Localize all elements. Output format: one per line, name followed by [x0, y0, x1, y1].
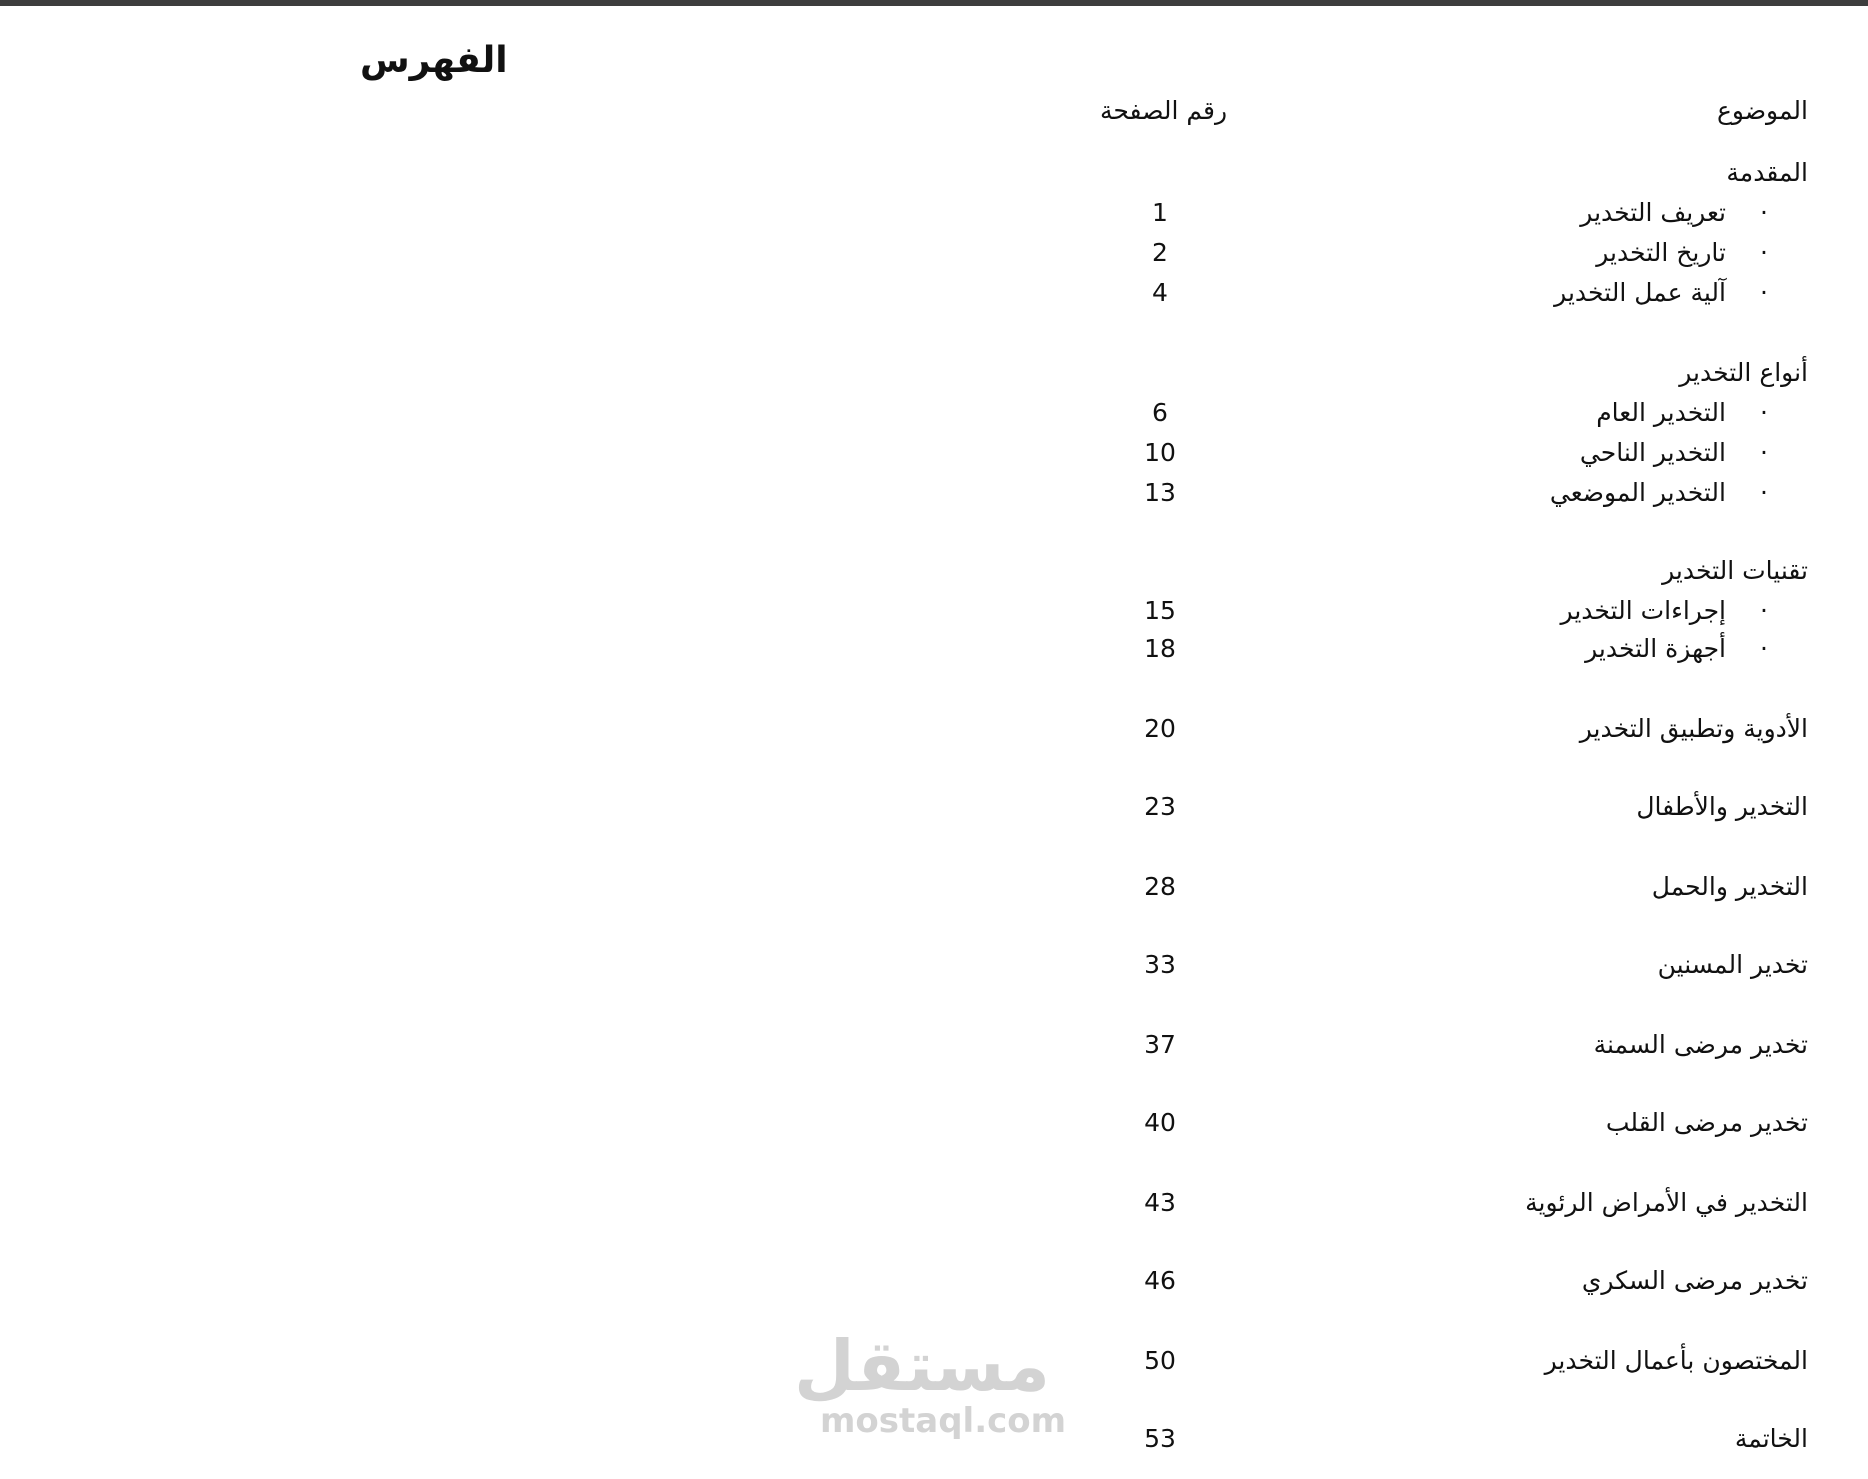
- toc-section-row: [0, 556, 1868, 596]
- toc-entry-row: [0, 1266, 1868, 1306]
- toc-entry-label: تخدير المسنين: [1657, 950, 1808, 979]
- toc-entry-label: إجراءات التخدير: [1560, 596, 1726, 625]
- bullet-icon: ·: [1760, 398, 1768, 427]
- toc-entry-page: 4: [1152, 278, 1168, 307]
- toc-subentry-row: [0, 238, 1868, 278]
- watermark-arabic-text: مستقل: [793, 1325, 1050, 1407]
- toc-subentry-row: [0, 398, 1868, 438]
- toc-entry-label: التخدير العام: [1596, 398, 1726, 427]
- toc-entry-row: [0, 1188, 1868, 1228]
- toc-entry-label: أجهزة التخدير: [1585, 634, 1726, 663]
- toc-entry-page: 50: [1144, 1346, 1176, 1375]
- toc-entry-row: [0, 714, 1868, 754]
- toc-entry-page: 37: [1144, 1030, 1176, 1059]
- toc-entry-label: التخدير والأطفال: [1636, 792, 1808, 821]
- toc-entry-page: 13: [1144, 478, 1176, 507]
- toc-entry-page: 6: [1152, 398, 1168, 427]
- toc-entry-label: التخدير والحمل: [1651, 872, 1808, 901]
- toc-entry-label: تعريف التخدير: [1580, 198, 1726, 227]
- toc-entry-label: تخدير مرضى السمنة: [1593, 1030, 1808, 1059]
- bullet-icon: ·: [1760, 198, 1768, 227]
- toc-entry-label: الخاتمة: [1734, 1424, 1808, 1453]
- bullet-icon: ·: [1760, 438, 1768, 467]
- toc-entry-label: التخدير في الأمراض الرئوية: [1525, 1188, 1808, 1217]
- toc-entry-label: المقدمة: [1726, 158, 1808, 187]
- toc-entry-page: 2: [1152, 238, 1168, 267]
- toc-entry-page: 53: [1144, 1424, 1176, 1453]
- toc-entry-label: آلية عمل التخدير: [1554, 278, 1726, 307]
- watermark-logo: [793, 1325, 1067, 1441]
- toc-entry-page: 28: [1144, 872, 1176, 901]
- toc-subentry-row: [0, 478, 1868, 518]
- page-title: الفهرس: [360, 40, 508, 81]
- toc-subentry-row: [0, 596, 1868, 636]
- toc-entry-page: 33: [1144, 950, 1176, 979]
- bullet-icon: ·: [1760, 634, 1768, 663]
- toc-entry-page: 1: [1152, 198, 1168, 227]
- toc-entry-page: 15: [1144, 596, 1176, 625]
- toc-section-row: [0, 358, 1868, 398]
- toc-subentry-row: [0, 438, 1868, 478]
- toc-entry-page: 40: [1144, 1108, 1176, 1137]
- page-number-column-header: رقم الصفحة: [1100, 96, 1228, 125]
- toc-subentry-row: [0, 278, 1868, 318]
- bullet-icon: ·: [1760, 278, 1768, 307]
- watermark-latin-text: mostaql.com: [820, 1401, 1067, 1441]
- toc-entry-row: [0, 1030, 1868, 1070]
- toc-entry-label: تخدير مرضى القلب: [1605, 1108, 1808, 1137]
- toc-entry-page: 43: [1144, 1188, 1176, 1217]
- toc-entry-page: 20: [1144, 714, 1176, 743]
- toc-entry-row: [0, 792, 1868, 832]
- toc-entry-label: التخدير الموضعي: [1549, 478, 1726, 507]
- toc-entry-label: الأدوية وتطبيق التخدير: [1579, 714, 1808, 743]
- toc-entry-page: 18: [1144, 634, 1176, 663]
- toc-subentry-row: [0, 198, 1868, 238]
- toc-entry-row: [0, 950, 1868, 990]
- bullet-icon: ·: [1760, 596, 1768, 625]
- window-top-bar: [0, 0, 1868, 6]
- toc-entry-label: تقنيات التخدير: [1662, 556, 1808, 585]
- toc-entry-page: 10: [1144, 438, 1176, 467]
- toc-entry-label: تاريخ التخدير: [1596, 238, 1726, 267]
- toc-entry-label: أنواع التخدير: [1679, 358, 1808, 387]
- bullet-icon: ·: [1760, 478, 1768, 507]
- toc-entry-label: تخدير مرضى السكري: [1581, 1266, 1808, 1295]
- toc-entry-label: المختصون بأعمال التخدير: [1544, 1346, 1808, 1375]
- toc-section-row: [0, 158, 1868, 198]
- toc-subentry-row: [0, 634, 1868, 674]
- toc-entry-row: [0, 1108, 1868, 1148]
- topic-column-header: الموضوع: [1717, 96, 1808, 125]
- toc-entry-page: 23: [1144, 792, 1176, 821]
- toc-entry-label: التخدير الناحي: [1579, 438, 1726, 467]
- bullet-icon: ·: [1760, 238, 1768, 267]
- toc-entry-page: 46: [1144, 1266, 1176, 1295]
- toc-entry-row: [0, 872, 1868, 912]
